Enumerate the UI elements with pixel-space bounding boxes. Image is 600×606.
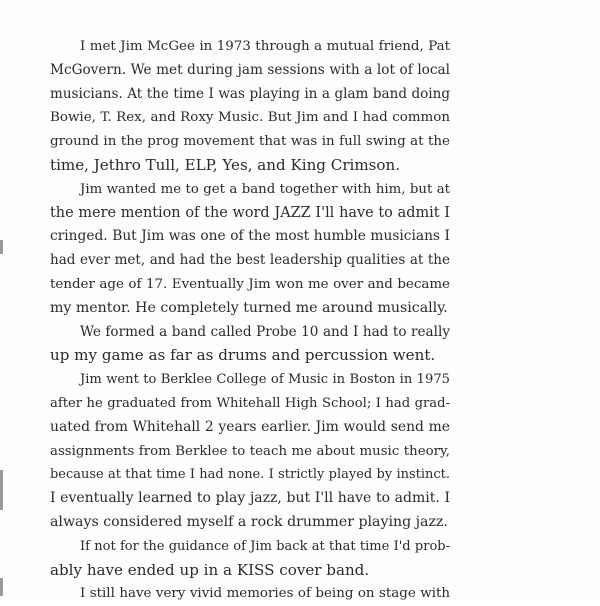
text-line: cringed. But Jim was one of the most humble musicians I [50, 228, 450, 245]
page-edge-mark [0, 240, 3, 254]
text-line: because at that time I had none. I strictly played by instinct. [50, 467, 450, 483]
text-line: I eventually learned to play jazz, but I'll have to admit. I [50, 490, 450, 507]
text-line: my mentor. He completely turned me around musically. [50, 299, 448, 316]
text-line: ground in the prog movement that was in full swing at the [50, 134, 450, 150]
text-line: uated from Whitehall 2 years earlier. Jim would send me [50, 418, 450, 435]
page-edge-mark [0, 470, 3, 510]
text-line: always considered myself a rock drummer playing jazz. [50, 513, 448, 530]
page-edge-mark [0, 578, 3, 596]
text-line: I still have very vivid memories of being on stage with [80, 586, 450, 602]
text-line: McGovern. We met during jam sessions with a lot of local [50, 61, 450, 78]
text-line: I met Jim McGee in 1973 through a mutual friend, Pat [80, 39, 450, 54]
text-line: after he graduated from Whitehall High School; I had grad- [50, 395, 450, 411]
text-line: had ever met, and had the best leadership qualities at the [50, 252, 450, 269]
text-line: ably have ended up in a KISS cover band. [50, 560, 370, 579]
text-line: musicians. At the time I was playing in a glam band doing [50, 85, 450, 102]
text-line: Jim wanted me to get a band together with him, but at [80, 181, 450, 197]
text-line: assignments from Berklee to teach me about music theory, [50, 443, 450, 459]
text-line: If not for the guidance of Jim back at that time I'd prob- [80, 538, 450, 554]
text-line: Jim went to Berklee College of Music in Boston in 1975 [80, 372, 450, 388]
text-line: up my game as far as drums and percussion went. [50, 346, 436, 365]
text-line: the mere mention of the word JAZZ I'll have to admit I [50, 204, 450, 221]
body-text [50, 35, 450, 606]
text-line: time, Jethro Tull, ELP, Yes, and King Crimson. [50, 155, 401, 174]
text-line: We formed a band called Probe 10 and I had to really [80, 323, 450, 340]
text-line: Bowie, T. Rex, and Roxy Music. But Jim and I had common [50, 110, 450, 126]
text-line: tender age of 17. Eventually Jim won me over and became [50, 276, 450, 292]
